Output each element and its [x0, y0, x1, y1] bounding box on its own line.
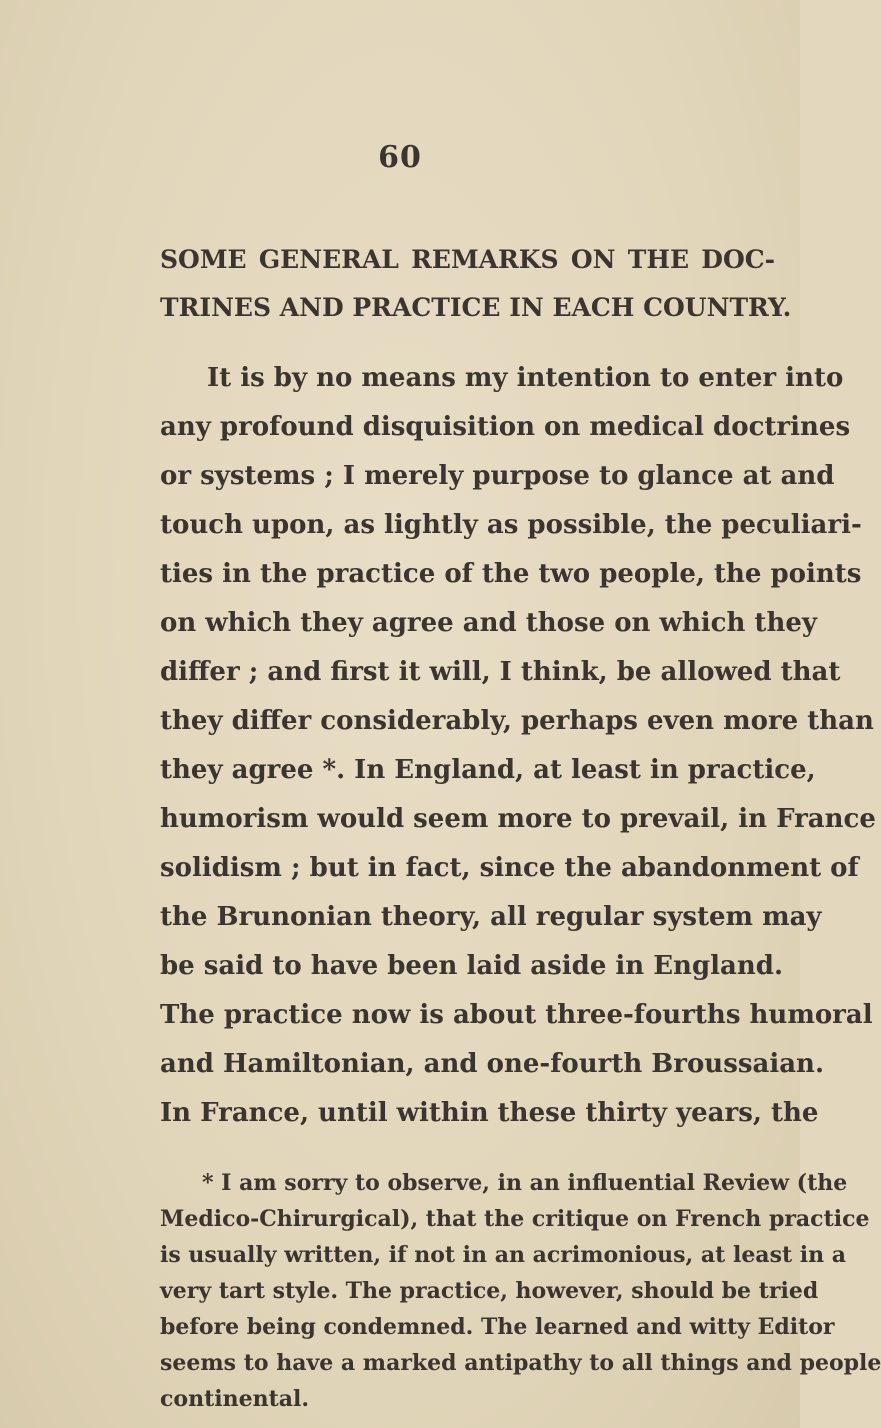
footnote-line: seems to have a marked antipathy to all things and people [160, 1350, 881, 1376]
body-line: they agree *. In England, at least in practice, [160, 755, 816, 785]
body-line: be said to have been laid aside in England. [160, 951, 783, 981]
footnote-line: * I am sorry to observe, in an influential Review (the [202, 1170, 848, 1196]
footnote-line: very tart style. The practice, however, should be tried [160, 1278, 819, 1304]
section-heading-line-1: SOME GENERAL REMARKS ON THE DOC- [160, 245, 775, 274]
body-line: the Brunonian theory, all regular system may [160, 902, 822, 932]
footnote-line: is usually written, if not in an acrimonious, at least in a [160, 1242, 847, 1268]
body-line: touch upon, as lightly as possible, the peculiari- [160, 510, 862, 540]
body-line: and Hamiltonian, and one-fourth Broussaian. [160, 1049, 825, 1079]
body-line: In France, until within these thirty years, the [160, 1098, 819, 1128]
body-line: The practice now is about three-fourths humoral [160, 1000, 873, 1030]
body-line: any profound disquisition on medical doctrines [160, 412, 851, 442]
body-line: It is by no means my intention to enter into [207, 363, 844, 393]
body-line: solidism ; but in fact, since the abandonment of [160, 853, 859, 883]
body-line: differ ; and first it will, I think, be allowed that [160, 657, 841, 687]
body-line: or systems ; I merely purpose to glance at and [160, 461, 835, 491]
body-line: they differ considerably, perhaps even more than [160, 706, 874, 736]
footnote-line: continental. [160, 1386, 310, 1412]
body-line: ties in the practice of the two people, the points [160, 559, 862, 589]
footnote-line: Medico-Chirurgical), that the critique on French practice [160, 1206, 870, 1232]
section-heading-line-2: TRINES AND PRACTICE IN EACH COUNTRY. [160, 293, 792, 322]
page-number: 60 [378, 140, 422, 175]
body-line: humorism would seem more to prevail, in France [160, 804, 876, 834]
footnote-line: before being condemned. The learned and witty Editor [160, 1314, 835, 1340]
body-line: on which they agree and those on which they [160, 608, 817, 638]
